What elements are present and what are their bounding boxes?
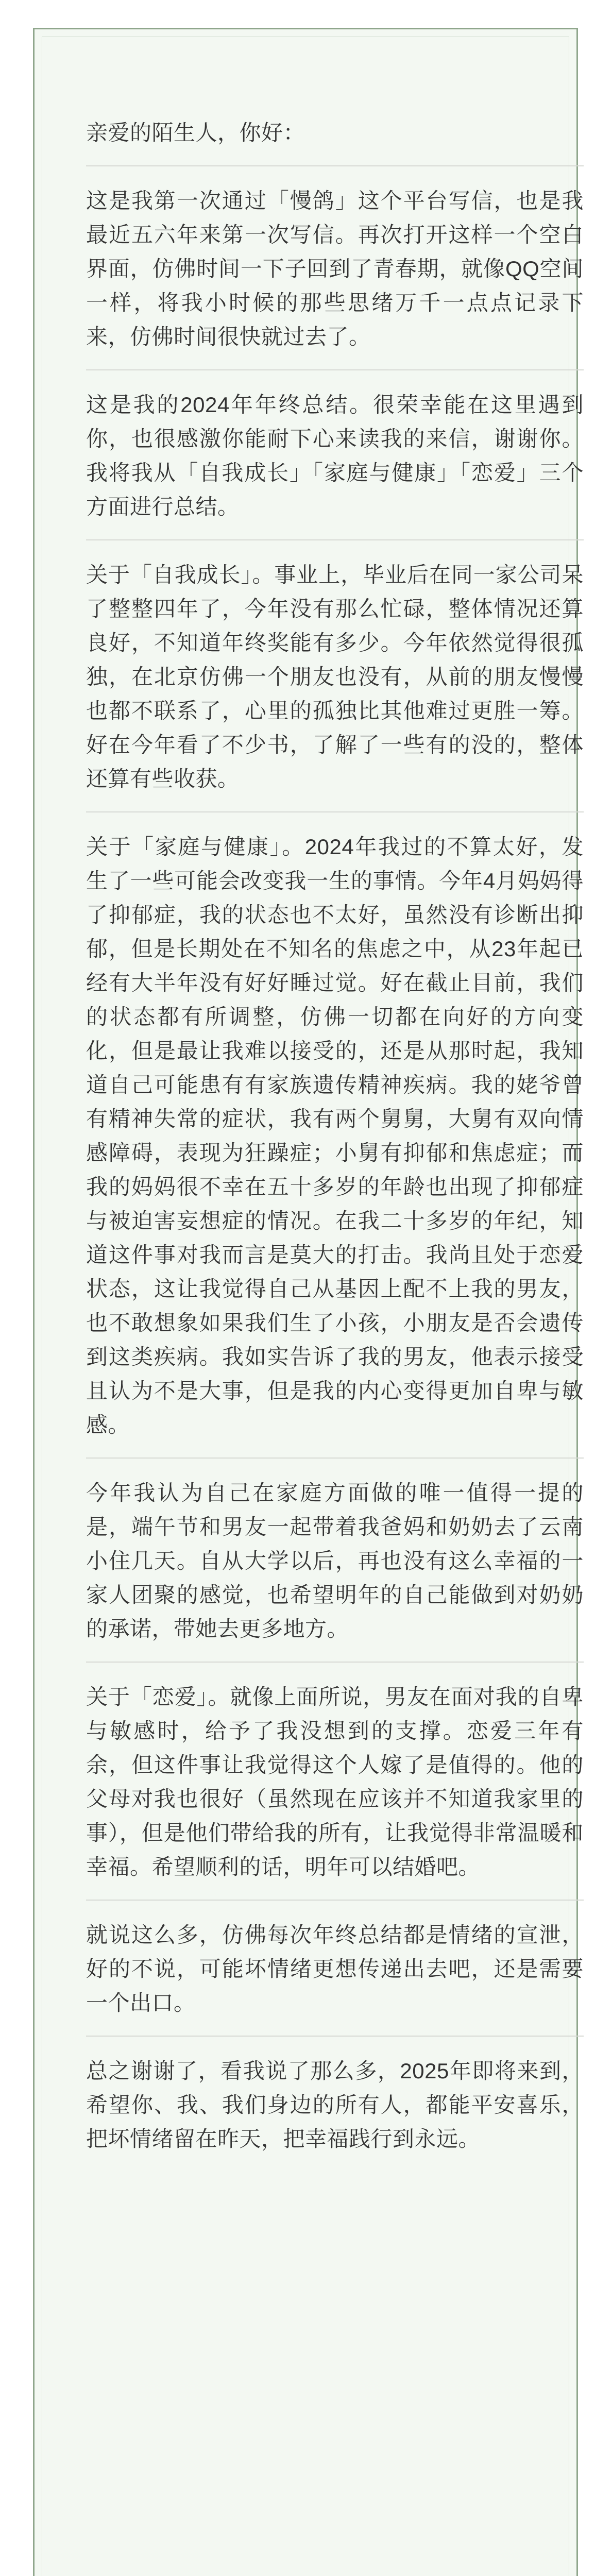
family-health-paragraph: 关于「家庭与健康」。2024年我过的不算太好，发生了一些可能会改变我一生的事情。今年4月妈妈得了抑郁症，我的状态也不太好，虽然没有诊断出抑郁，但是长期处在不知名的焦虑之中，从23年起已经有大半年没有好好睡过觉。好在截止目前，我们的状态都有所调整，仿佛一切都在向好的方向变化，但是最让我难以接受的，还是从那时起，我知道自己可能患有有家族遗传精神疾病。我的姥爷曾有精神失常的症状，我有两个舅舅，大舅有双向情感障碍，表现为狂躁症；小舅有抑郁和焦虑症；而我的妈妈很不幸在五十多岁的年龄也出现了抑郁症与被迫害妄想症的情况。在我二十多岁的年纪，知道这件事对我而言是莫大的打击。我尚且处于恋爱状态，这让我觉得自己从基因上配不上我的男友，也不敢想象如果我们生了小孩，小朋友是否会遗传到这类疾病。我如实告诉了我的男友，他表示接受且认为不是大事，但是我的内心变得更加自卑与敏感。 bbox=[86, 835, 584, 1437]
greeting-section bbox=[86, 29, 584, 166]
reflection-paragraph: 就说这么多，仿佛每次年终总结都是情绪的宣泄，好的不说，可能坏情绪更想传递出去吧，还是需要一个出口。 bbox=[86, 1923, 584, 2015]
letter-body bbox=[86, 29, 584, 2172]
intro-paragraph: 这是我第一次通过「慢鸽」这个平台写信，也是我最近五六年来第一次写信。再次打开这样一个空白界面，仿佛时间一下子回到了青春期，就像QQ空间一样，将我小时候的那些思绪万千一点点记录下来，仿佛时间很快就过去了。 bbox=[86, 189, 584, 349]
closing-paragraph: 总之谢谢了，看我说了那么多，2025年即将来到，希望你、我、我们身边的所有人，都能平安喜乐，把坏情绪留在昨天，把幸福践行到永远。 bbox=[86, 2059, 584, 2151]
overview-section bbox=[86, 370, 584, 540]
greeting-text: 亲爱的陌生人，你好： bbox=[86, 121, 305, 145]
romance-section bbox=[86, 1663, 584, 1901]
self-growth-section bbox=[86, 540, 584, 812]
self-growth-paragraph: 关于「自我成长」。事业上，毕业后在同一家公司呆了整整四年了，今年没有那么忙碌，整体情况还算良好，不知道年终奖能有多少。今年依然觉得很孤独，在北京仿佛一个朋友也没有，从前的朋友慢慢也都不联系了，心里的孤独比其他难过更胜一筹。好在今年看了不少书，了解了一些有的没的，整体还算有些收获。 bbox=[86, 563, 584, 791]
family-trip-section bbox=[86, 1459, 584, 1663]
letter-paper bbox=[33, 28, 584, 2576]
romance-paragraph: 关于「恋爱」。就像上面所说，男友在面对我的自卑与敏感时，给予了我没想到的支撑。恋爱三年有余，但这件事让我觉得这个人嫁了是值得的。他的父母对我也很好（虽然现在应该并不知道我家里的事），但是他们带给我的所有，让我觉得非常温暖和幸福。希望顺利的话，明年可以结婚吧。 bbox=[86, 1685, 584, 1879]
family-trip-paragraph: 今年我认为自己在家庭方面做的唯一值得一提的是，端午节和男友一起带着我爸妈和奶奶去了云南小住几天。自从大学以后，再也没有这么幸福的一家人团聚的感觉，也希望明年的自己能做到对奶奶的承诺，带她去更多地方。 bbox=[86, 1481, 584, 1641]
closing-section bbox=[86, 2037, 584, 2172]
intro-section bbox=[86, 166, 584, 370]
reflection-section bbox=[86, 1901, 584, 2037]
family-health-section bbox=[86, 812, 584, 1459]
overview-paragraph: 这是我的2024年年终总结。很荣幸能在这里遇到你，也很感激你能耐下心来读我的来信，谢谢你。我将我从「自我成长」「家庭与健康」「恋爱」三个方面进行总结。 bbox=[86, 393, 584, 519]
